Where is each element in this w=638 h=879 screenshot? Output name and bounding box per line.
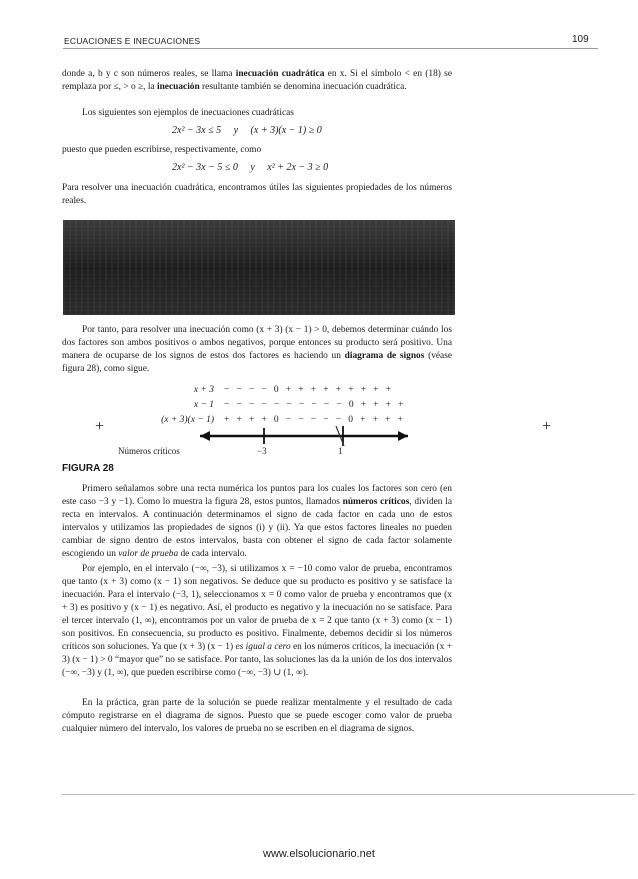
body-paragraph-2 [62, 563, 452, 680]
term-diagrama-de-signos: diagrama de signos [344, 351, 425, 361]
term-inecuacion: inecuación [156, 82, 200, 92]
sign-diagram-intro [62, 324, 452, 376]
body-paragraph-1 [62, 483, 452, 561]
body-p2-text-b: en los números críticos, la inecuación (x + 3) (x − 1) > 0 “mayor que” no se satisface. Por tanto, las soluciones las da la unión de los dos intervalos (−∞, −3) y (1, ∞), que pueden escribirse como (−∞, −3) ∪ (1, ∞). [62, 642, 452, 678]
intro-text-c: resultante también se denomina inecuación cuadrática. [202, 82, 407, 92]
equation-example-1: 2x² − 3x ≤ 5 y (x + 3)(x − 1) ≥ 0 [172, 125, 322, 136]
term-inecuacion-cuadratica: inecuación cuadrática [235, 69, 325, 79]
row-signs-x-plus-3: − − − − 0 + + + + + + + + + [224, 385, 392, 395]
sign-intro-text-b: (véase figura 28), como sigue. [62, 351, 453, 374]
sign-intro-text-a: Por tanto, para resolver una inecuación como (x + 3) (x − 1) > 0, debemos determinar cuándo los dos factores son ambos positivos o ambos negativos, porque entonces su producto será positivo. Una manera de ocuparse de los signos de estos dos factores es haciendo un [62, 325, 452, 361]
running-header: ECUACIONES E INECUACIONES [64, 36, 201, 46]
body-p1-text-c: de cada intervalo. [180, 549, 247, 559]
row-label-product: (x + 3)(x − 1) [161, 415, 214, 425]
body-p1-text-b: , dividen la recta en intervalos. A continuación determinamos el signo de cada factor en cada uno de estos intervalos y utilizamos las propiedades de signos (i) y (ii). Ya que estos factores lineales no pueden cambiar de signo dentro de estos intervalos, basta con obtener el signo de cada factor solamente escogiendo un [62, 497, 453, 559]
intro-paragraph-4: Para resolver una inecuación cuadrática, encontramos útiles las siguientes propiedades de los números reales. [62, 183, 452, 206]
intro-paragraph-1 [62, 68, 452, 94]
critical-numbers-label: Números críticos [118, 446, 180, 456]
intro-paragraph-3: puesto que pueden escribirse, respectivamente, como [62, 145, 262, 155]
body-p1-text-a: Primero señalamos sobre una recta numérica los puntos para los cuales los factores son cero (en este caso −3 y −1). Como lo muestra la figura 28, estos puntos, llamados [62, 484, 452, 507]
body-paragraph-3: En la práctica, gran parte de la solución se puede realizar mentalmente y el resultado de cada cómputo registrarse en el diagrama de signos. Puesto que se puede escoger como valor de prueba cualquier número del intervalo, los valores de prueba no se escriben en el diagrama de signos. [62, 698, 452, 734]
left-region-plus: + [95, 418, 105, 435]
page-number: 109 [572, 34, 589, 45]
obscured-scan-band [63, 220, 455, 315]
bottom-divider [62, 794, 635, 795]
critical-value-1: 1 [338, 446, 343, 456]
number-line-right-arrow [398, 431, 408, 441]
header-divider [63, 48, 598, 49]
intro-text-a: donde a, b y c son números reales, se llama [62, 69, 233, 79]
term-valor-de-prueba: valor de prueba [118, 549, 179, 559]
right-region-plus: + [542, 418, 552, 435]
body-p2-text-a: Por ejemplo, en el intervalo (−∞, −3), si utilizamos x = −10 como valor de prueba, encontramos que tanto (x + 3) como (x − 1) son negativos. Se deduce que su producto es positivo y se satisface la inecuación. Para el intervalo (−3, 1), seleccionamos x = 0 como valor de prueba y encontramos que (x + 3) es positivo y (x − 1) es negativo. Así, el producto es negativo y la inecuación no se satisface. Para el tercer intervalo (1, ∞), encontramos por un valor de prueba de x = 2 que tanto (x + 3) como (x − 1) son positivos. En consecuencia, su producto es positivo. Finalmente, debemos decidir si los números críticos son soluciones. Ya que (x + 3) (x − 1) [62, 564, 452, 652]
intro-paragraph-2: Los siguientes son ejemplos de inecuaciones cuadráticas [82, 108, 294, 118]
row-label-x-plus-3: x + 3 [193, 385, 214, 395]
number-line-left-arrow [200, 431, 210, 441]
equation-example-2: 2x² − 3x − 5 ≤ 0 y x² + 2x − 3 ≥ 0 [172, 162, 329, 173]
term-numeros-criticos: números críticos [342, 497, 410, 507]
figure-caption: FIGURA 28 [62, 463, 114, 474]
row-signs-product: + + + + 0 − − − − − 0 + + + + [224, 415, 403, 425]
row-label-x-minus-1: x − 1 [193, 400, 214, 410]
critical-value-minus3: −3 [257, 446, 267, 456]
scan-noise [63, 220, 455, 315]
footer-url: www.elsolucionario.net [263, 848, 375, 860]
term-es-igual-a-cero: es igual a cero [235, 642, 291, 652]
number-line [118, 424, 418, 448]
intro-text-b: en x. Si el símbolo < en (18) se remplaza por ≤, > o ≥, la [62, 69, 452, 92]
row-signs-x-minus-1: − − − − − − − − − − 0 + + + + [224, 400, 404, 410]
